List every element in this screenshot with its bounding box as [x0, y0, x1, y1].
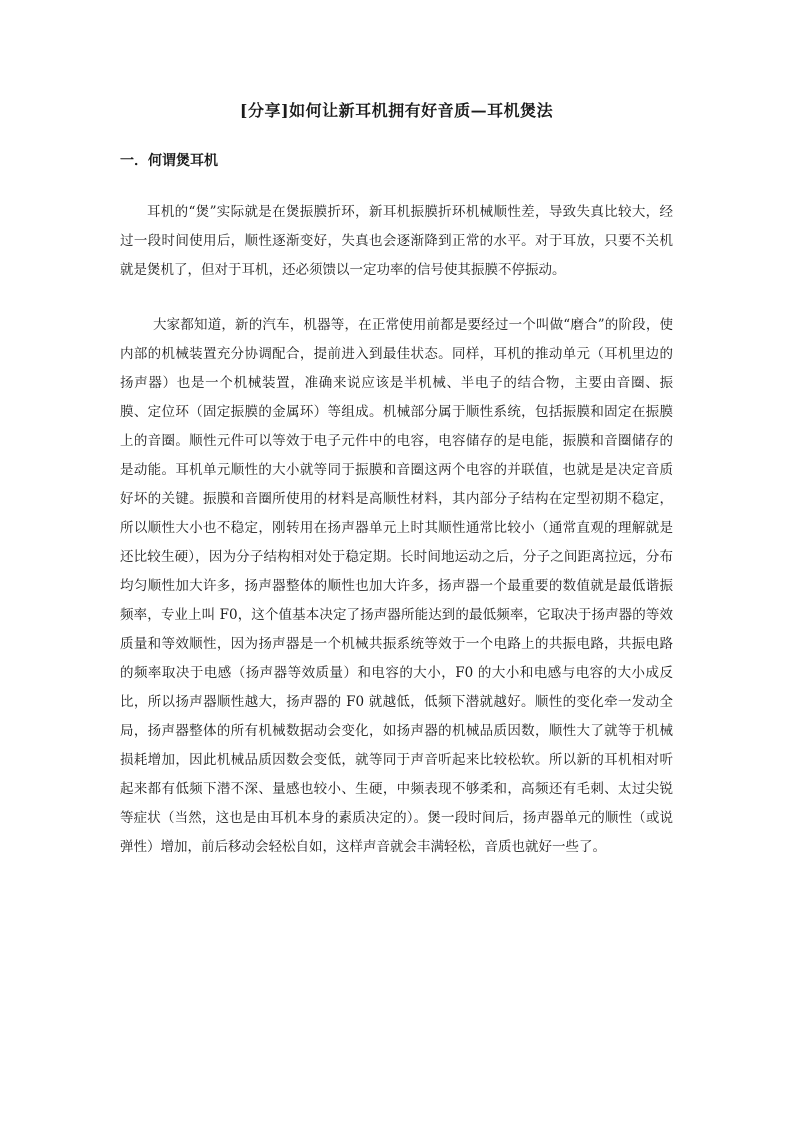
document-title: [分享]如何让新耳机拥有好音质—耳机煲法	[239, 101, 554, 120]
paragraph-intro: 耳机的“煲”实际就是在煲振膜折环，新耳机振膜折环机械顺性差，导致失真比较大，经过一段时间使用后，顺性逐渐变好，失真也会逐渐降到正常的水平。对于耳放，只要不关机就是煲机了，但对于耳机，还必须馈以一定功率的信号使其振膜不停振动。	[120, 204, 673, 278]
paragraph-body: 大家都知道，新的汽车，机器等，在正常使用前都是要经过一个叫做“磨合”的阶段，使内部的机械装置充分协调配合，提前进入到最佳状态。同样，耳机的推动单元（耳机里边的扬声器）也是一个机械装置，准确来说应该是半机械、半电子的结合物，主要由音圈、振膜、定位环（固定振膜的金属环）等组成。机械部分属于顺性系统，包括振膜和固定在振膜上的音圈。顺性元件可以等效于电子元件中的电容，电容储存的是电能，振膜和音圈储存的是动能。耳机单元顺性的大小就等同于振膜和音圈这两个电容的并联值，也就是是决定音质好坏的关键。振膜和音圈所使用的材料是高顺性材料，其内部分子结构在定型初期不稳定，所以顺性大小也不稳定，刚转用在扬声器单元上时其顺性通常比较小（通常直观的理解就是还比较生硬），因为分子结构相对处于稳定期。长时间地运动之后，分子之间距离拉远，分布均匀顺性加大许多，扬声器整体的顺性也加大许多，扬声器一个最重要的数值就是最低谐振频率，专业上叫 F0，这个值基本决定了扬声器所能达到的最低频率，它取决于扬声器的等效质量和等效顺性，因为扬声器是一个机械共振系统等效于一个电路上的共振电路，共振电路的频率取决于电感（扬声器等效质量）和电容的大小，F0 的大小和电感与电容的大小成反比，所以扬声器顺性越大，扬声器的 F0 就越低，低频下潜就越好。顺性的变化牵一发动全局，扬声器整体的所有机械数据动会变化，如扬声器的机械品质因数，顺性大了就等于机械损耗增加，因此机械品质因数会变低，就等同于声音听起来比较松软。所以新的耳机相对听起来都有低频下潜不深、量感也较小、生硬，中频表现不够柔和，高频还有毛刺、太过尖锐等症状（当然，这也是由耳机本身的素质决定的）。煲一段时间后，扬声器单元的顺性（或说弹性）增加，前后移动会轻松自如，这样声音就会丰满轻松，音质也就好一些了。	[120, 317, 673, 855]
section-heading: 一．何谓煲耳机	[120, 153, 218, 169]
